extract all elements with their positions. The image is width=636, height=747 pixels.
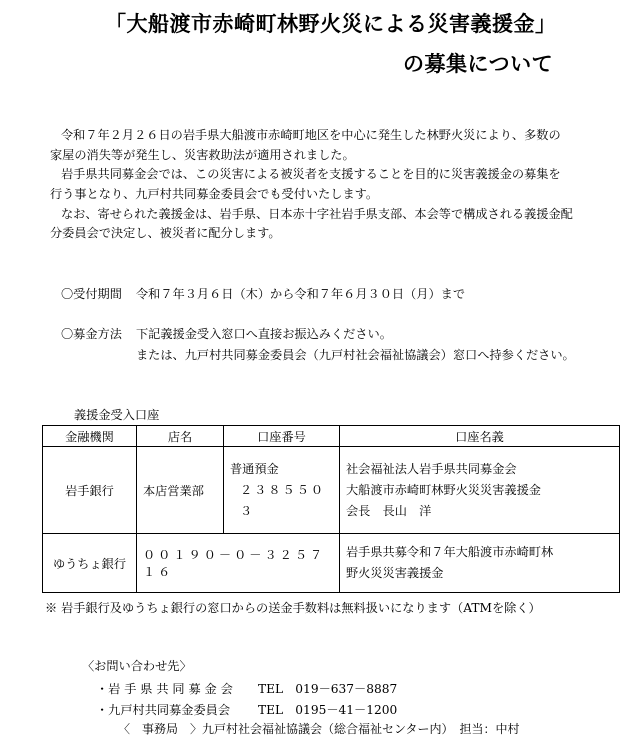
yucho-name-line-2: 野火災災害義援金 [346,566,444,580]
header-account-number: 口座番号 [224,426,340,447]
paragraph-3-line-2: 分委員会で決定し、被災者に配分します。 [50,226,281,240]
yucho-account-name-cell [340,534,620,593]
bank-yucho: ゆうちょ銀行 [43,534,137,593]
paragraph-3-line-1: なお、寄せられた義援金は、岩手県、日本赤十字社岩手県支部、本会等で構成される義援金配 [61,207,573,221]
method-label: 〇募金方法 [61,327,122,341]
yucho-account-number: ００１９０－０－３２５７１６ [137,534,340,593]
bank-iwate: 岩手銀行 [43,447,137,534]
paragraph-2-line-2: 行う事となり、九戸村共同募金委員会でも受付いたします。 [50,187,379,201]
table-header-row [43,426,620,447]
account-caption: 義援金受入口座 [74,408,160,422]
method-line-2: または、九戸村共同募金委員会（九戸村社会福祉協議会）窓口へ持参ください。 [136,348,575,362]
contact-org-2: ・九戸村共同募金委員会 [96,703,231,717]
contact-tel-1: TEL 019－637－8887 [258,682,398,696]
contact-office: 〈 事務局 〉九戸村社会福祉協議会（総合福祉センター内） 担当：中村 [118,722,520,736]
header-branch: 店名 [137,426,224,447]
account-table [42,425,620,593]
fee-note: ※ 岩手銀行及ゆうちょ銀行の窓口からの送金手数料は無料扱いになります（ATMを除く） [45,601,541,615]
account-number-cell [224,447,340,534]
paragraph-1-line-1: 令和７年２月２６日の岩手県大船渡市赤崎町地区を中心に発生した林野火災により、多数の [61,128,561,142]
period-value: 令和７年３月６日（木）から令和７年６月３０日（月）まで [136,287,466,301]
account-type: 普通預金 [230,461,279,476]
account-name-line-2: 大船渡市赤崎町林野火災災害義援金 [346,482,541,497]
paragraph-2-line-1: 岩手県共同募金会では、この災害による被災者を支援することを目的に災害義援金の募集を [61,167,561,181]
account-number: ２３８５５０３ [240,482,326,518]
page-title: 「大船渡市赤崎町林野火災による災害義援金」 [105,12,557,36]
contact-header: 〈お問い合わせ先〉 [82,659,192,673]
account-name-cell [340,447,620,534]
contact-org-1: ・岩 手 県 共 同 募 金 会 [96,682,233,696]
contact-tel-2: TEL 0195－41－1200 [258,703,398,717]
yucho-name-line-1: 岩手県共募令和７年大船渡市赤崎町林 [346,545,554,559]
account-name-line-3: 会長 長山 洋 [346,503,432,518]
account-name-line-1: 社会福祉法人岩手県共同募金会 [346,461,517,476]
period-label: 〇受付期間 [61,287,122,301]
branch-honten: 本店営業部 [137,447,224,534]
header-bank: 金融機関 [43,426,137,447]
method-line-1: 下記義援金受入窓口へ直接お振込みください。 [136,327,392,341]
table-row [43,534,620,593]
page-subtitle: の募集について [403,52,554,76]
paragraph-1-line-2: 家屋の消失等が発生し、災害救助法が適用されました。 [50,148,355,162]
header-account-name: 口座名義 [340,426,620,447]
table-row [43,447,620,534]
